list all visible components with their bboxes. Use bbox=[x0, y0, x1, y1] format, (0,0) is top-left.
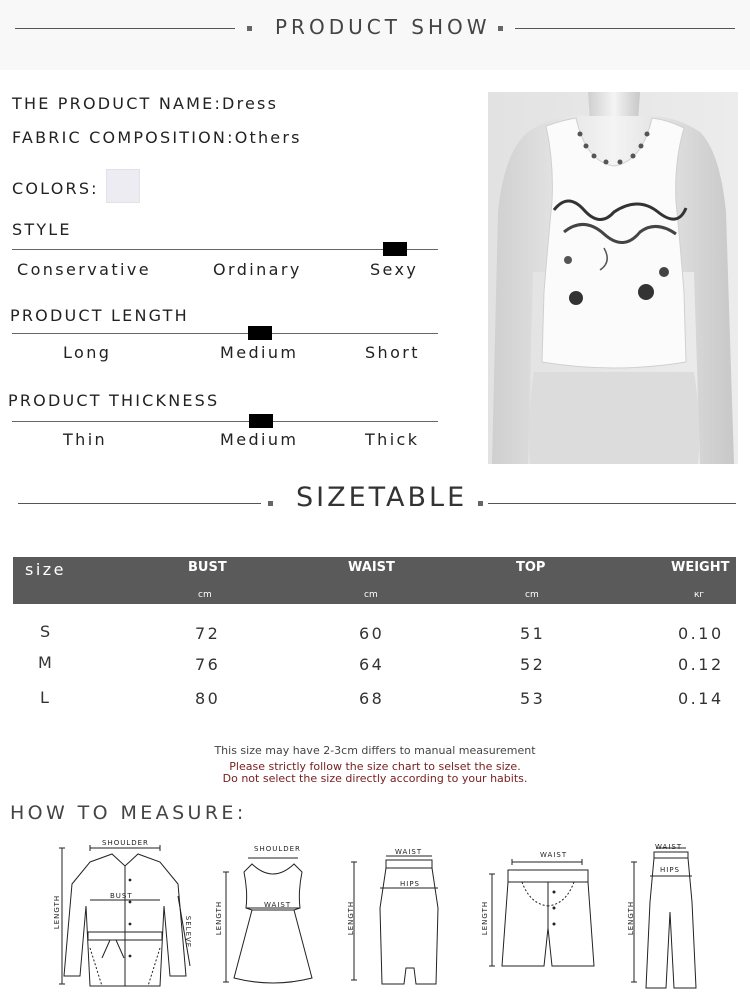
length-scale-track bbox=[12, 333, 438, 334]
shorts-waist-label: WAIST bbox=[540, 851, 568, 859]
header-bullet-right bbox=[498, 26, 503, 31]
dress-diagram bbox=[212, 842, 322, 992]
style-option-sexy: Sexy bbox=[370, 260, 419, 279]
shorts-diagram bbox=[478, 848, 618, 974]
how-to-measure-title: HOW TO MEASURE: bbox=[10, 802, 247, 824]
thickness-option-thin: Thin bbox=[63, 430, 108, 449]
table-row-l-weight: 0.14 bbox=[678, 689, 724, 708]
pants-diagram bbox=[624, 842, 714, 994]
thickness-scale-track bbox=[12, 421, 438, 422]
table-row-s-waist: 60 bbox=[359, 624, 385, 643]
color-swatch[interactable] bbox=[106, 169, 140, 203]
length-option-short: Short bbox=[365, 343, 420, 362]
skirt-diagram bbox=[340, 848, 450, 994]
col-header-bust: BUST bbox=[188, 560, 227, 575]
header-rule-left bbox=[15, 28, 235, 29]
pants-length-label: LENGTH bbox=[627, 900, 636, 936]
skirt-waist-label: WAIST bbox=[395, 848, 423, 856]
jacket-bust-label: BUST bbox=[110, 892, 133, 900]
size-warning-2: Do not select the size directly according to your habits. bbox=[222, 772, 528, 785]
fabric-composition bbox=[12, 128, 302, 147]
product-name-value: Dress bbox=[222, 94, 279, 113]
table-row-m-weight: 0.12 bbox=[678, 655, 724, 674]
pants-hips-label: HIPS bbox=[660, 866, 680, 874]
size-warning-1: Please strictly follow the size chart to selset the size. bbox=[229, 760, 521, 773]
sizetable-bullet-left bbox=[268, 501, 273, 506]
thickness-title: PRODUCT THICKNESS bbox=[8, 391, 220, 410]
product-photo bbox=[488, 92, 738, 464]
table-row-l-waist: 68 bbox=[359, 689, 385, 708]
sizetable-rule-right bbox=[488, 503, 736, 504]
col-header-top: TOP bbox=[516, 560, 546, 575]
table-row-m-top: 52 bbox=[520, 655, 546, 674]
thickness-option-medium: Medium bbox=[220, 430, 299, 449]
shorts-length-label: LENGTH bbox=[481, 900, 490, 936]
skirt-length-label: LENGTH bbox=[347, 900, 356, 936]
page-title: PRODUCT SHOW bbox=[275, 15, 491, 39]
sizetable-title: SIZETABLE bbox=[296, 482, 468, 513]
table-row-l-size: L bbox=[40, 688, 52, 707]
fabric-label: FABRIC COMPOSITION: bbox=[12, 128, 235, 147]
length-scale-marker bbox=[248, 326, 272, 340]
mannequin-illustration bbox=[488, 92, 738, 464]
length-title: PRODUCT LENGTH bbox=[10, 306, 189, 325]
col-header-waist: WAIST bbox=[348, 560, 395, 575]
table-row-s-size: S bbox=[40, 622, 53, 641]
style-title: STYLE bbox=[12, 220, 72, 239]
length-option-long: Long bbox=[63, 343, 112, 362]
jacket-length-label: LENGTH bbox=[53, 894, 62, 930]
col-unit-weight: кг bbox=[694, 590, 705, 600]
col-unit-waist: cm bbox=[364, 590, 378, 600]
style-scale-track bbox=[12, 249, 438, 250]
col-header-weight: WEIGHT bbox=[671, 560, 730, 575]
colors-label: COLORS: bbox=[12, 179, 99, 198]
col-unit-top: cm bbox=[525, 590, 539, 600]
jacket-sleeve-label: SELEVE bbox=[184, 915, 193, 949]
fabric-value: Others bbox=[234, 128, 302, 147]
header-bullet-left bbox=[247, 26, 252, 31]
table-row-m-waist: 64 bbox=[359, 655, 385, 674]
product-name bbox=[12, 94, 278, 113]
product-name-label: THE PRODUCT NAME: bbox=[12, 94, 223, 113]
dress-length-label: LENGTH bbox=[215, 900, 224, 936]
table-row-l-top: 53 bbox=[520, 689, 546, 708]
table-row-l-bust: 80 bbox=[195, 689, 221, 708]
table-row-s-bust: 72 bbox=[195, 624, 221, 643]
thickness-option-thick: Thick bbox=[365, 430, 420, 449]
header-rule-right bbox=[515, 28, 735, 29]
sizetable-rule-left bbox=[18, 503, 261, 504]
table-row-m-bust: 76 bbox=[195, 655, 221, 674]
thickness-scale-marker bbox=[249, 414, 273, 428]
pants-waist-label: WAIST bbox=[655, 843, 683, 851]
jacket-shoulder-label: SHOULDER bbox=[102, 839, 149, 847]
skirt-hips-label: HIPS bbox=[400, 880, 420, 888]
dress-waist-label: WAIST bbox=[264, 901, 292, 909]
sizetable-bullet-right bbox=[478, 501, 483, 506]
table-row-s-top: 51 bbox=[520, 624, 546, 643]
length-option-medium: Medium bbox=[220, 343, 299, 362]
table-row-m-size: M bbox=[38, 653, 55, 672]
style-option-conservative: Conservative bbox=[17, 260, 151, 279]
dress-shoulder-label: SHOULDER bbox=[254, 845, 301, 853]
col-unit-bust: cm bbox=[198, 590, 212, 600]
style-scale-marker bbox=[383, 242, 407, 256]
measurement-note: This size may have 2-3cm differs to manual measurement bbox=[214, 744, 536, 757]
table-row-s-weight: 0.10 bbox=[678, 624, 724, 643]
style-option-ordinary: Ordinary bbox=[213, 260, 302, 279]
jacket-diagram bbox=[50, 836, 200, 994]
col-header-size: size bbox=[25, 560, 67, 579]
